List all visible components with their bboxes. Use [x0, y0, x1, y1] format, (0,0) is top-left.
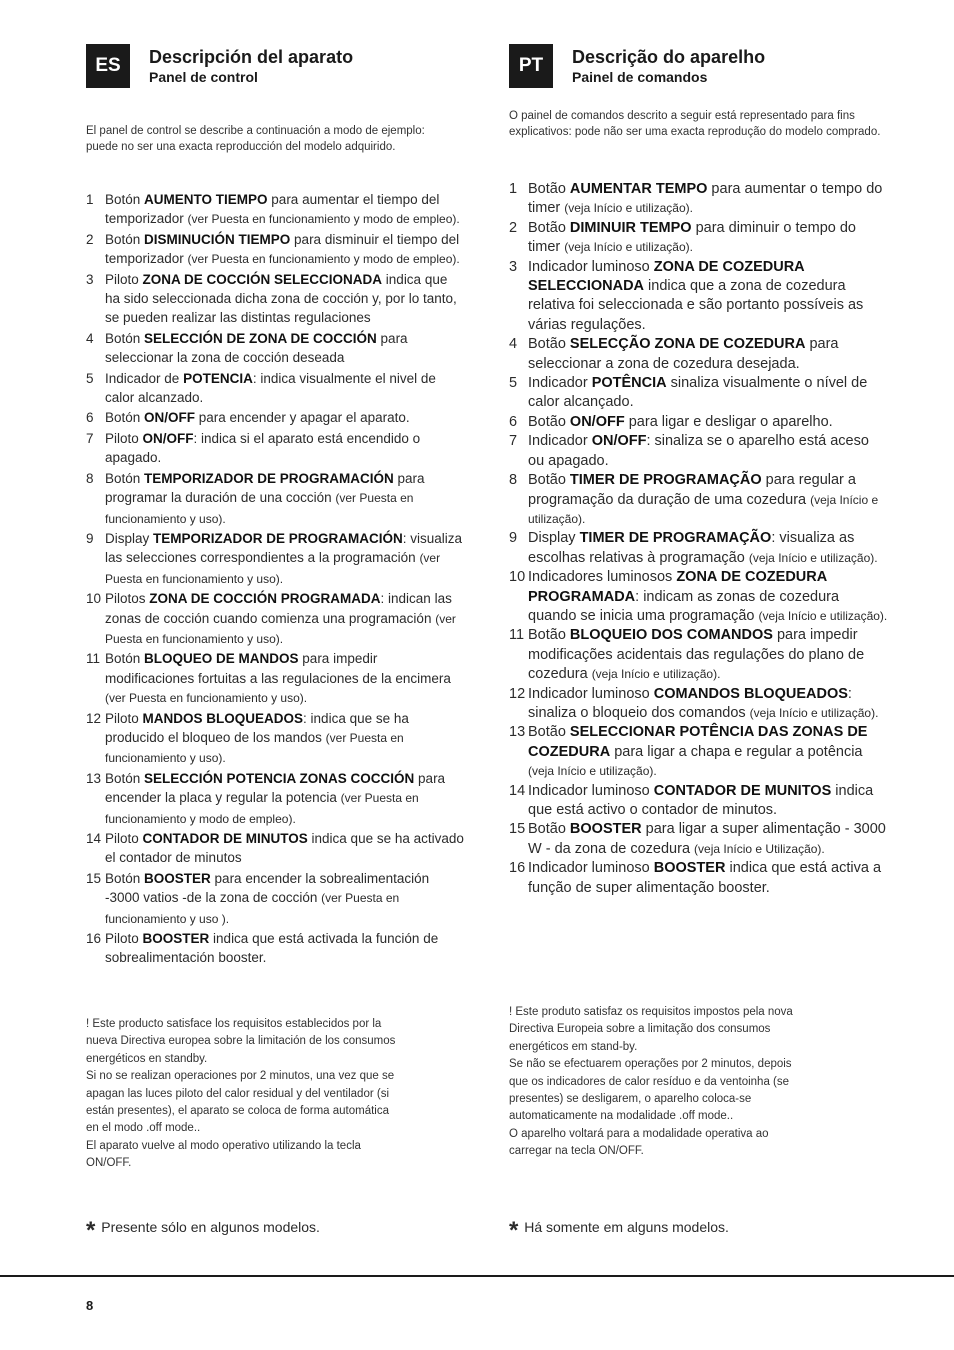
item-number: 2 — [509, 219, 518, 236]
item-prefix: Display — [105, 530, 154, 546]
item-prefix: Pilotos — [105, 591, 150, 607]
item-text — [105, 471, 425, 526]
item-description: : sinaliza o bloqueio dos comandos — [528, 685, 852, 721]
asterisk-icon: * — [86, 1217, 96, 1244]
item-control-name: POTENCIA — [183, 370, 253, 386]
item-number: 10 — [86, 591, 102, 607]
item-text — [105, 771, 445, 826]
note-paragraph: El aparato vuelve al modo operativo utilizando la tecla ON/OFF. — [86, 1139, 361, 1170]
item-control-name: ZONA DE COCCIÓN SELECCIONADA — [142, 271, 383, 287]
item-text — [528, 821, 886, 856]
item-prefix: Botão — [528, 336, 570, 353]
section-title-pt: Descrição do aparelho — [572, 47, 766, 67]
item-number: 15 — [86, 870, 102, 886]
item-number: 15 — [509, 821, 526, 838]
item-number: 16 — [86, 931, 102, 947]
language-badge-pt: PT — [509, 44, 553, 88]
item-number: 10 — [509, 569, 526, 586]
item-reference: (veja Início e utilização). — [528, 492, 879, 526]
item-control-name: SELECCIÓN POTENCIA ZONAS COCCIÓN — [144, 770, 415, 786]
list-item — [86, 369, 464, 409]
item-number: 3 — [509, 258, 518, 275]
item-prefix: Display — [528, 530, 580, 547]
item-text — [105, 591, 456, 646]
item-text — [528, 860, 881, 895]
item-control-name: ON/OFF — [569, 413, 625, 430]
item-description: para aumentar el tiempo del temporizador — [105, 192, 440, 227]
item-prefix: Botón — [105, 770, 145, 786]
item-description: para regular a programação da duração de uma cozedura — [528, 472, 856, 508]
item-number: 12 — [86, 710, 102, 726]
item-text — [105, 871, 429, 926]
item-control-name: TIMER DE PROGRAMAÇÃO — [579, 530, 772, 547]
item-reference: (ver Puesta en funcionamiento y uso). — [105, 730, 404, 766]
heading-pt — [572, 46, 765, 86]
item-reference: (ver Puesta en funcionamiento y uso). — [105, 691, 308, 706]
item-number: 6 — [86, 410, 94, 426]
item-number: 7 — [509, 433, 518, 450]
item-prefix: Botón — [105, 231, 145, 247]
list-item — [509, 432, 889, 471]
item-description: para seleccionar la zona de cocción deseada — [105, 330, 408, 366]
item-reference: (veja Início e utilização). — [564, 240, 693, 255]
item-control-name: SELECCIONAR POTÊNCIA DAS ZONAS DE COZEDURA — [528, 724, 868, 760]
item-control-name: ON/OFF — [144, 410, 196, 426]
item-prefix: Piloto — [105, 271, 143, 287]
item-control-name: BOOSTER — [144, 870, 211, 886]
list-item — [509, 413, 889, 432]
item-control-name: AUMENTO TIEMPO — [144, 192, 268, 207]
item-text — [105, 651, 451, 705]
list-item — [509, 782, 889, 821]
item-prefix: Botão — [528, 627, 570, 644]
item-control-name: AUMENTAR TEMPO — [569, 181, 708, 197]
item-control-name: ON/OFF — [142, 430, 194, 446]
list-item — [86, 929, 464, 969]
list-item — [509, 685, 889, 724]
item-prefix: Botón — [105, 870, 145, 886]
item-prefix: Botão — [528, 821, 570, 838]
item-number: 8 — [86, 470, 94, 486]
list-item — [86, 270, 464, 329]
item-number: 5 — [509, 375, 518, 392]
item-number: 8 — [509, 472, 518, 489]
item-reference: (ver Puesta en funcionamiento y uso). — [105, 611, 456, 646]
item-number: 9 — [86, 530, 94, 546]
item-description: para diminuir o tempo do timer — [528, 219, 856, 256]
item-number: 6 — [509, 413, 518, 430]
standby-note-es — [86, 1016, 396, 1173]
item-text — [528, 414, 833, 430]
item-reference: (ver Puesta en funcionamiento y modo de empleo). — [187, 252, 460, 267]
item-reference: (veja Início e utilização). — [748, 550, 878, 565]
item-description: indica que a zona de cozedura relativa foi seleccionada e são portanto possíveis as várias regulações. — [528, 278, 864, 333]
footnote-text: Há somente em alguns modelos. — [524, 1219, 729, 1235]
item-description: para ligar a chapa e regular a potência — [610, 743, 863, 760]
footnote-text: Presente sólo en algunos modelos. — [101, 1219, 320, 1235]
item-prefix: Indicador luminoso — [528, 258, 654, 275]
item-prefix: Botón — [105, 330, 145, 346]
list-item — [86, 709, 464, 769]
item-number: 11 — [86, 651, 101, 667]
item-text — [528, 530, 878, 565]
item-reference: (veja Início e utilização). — [528, 764, 657, 779]
list-item — [86, 769, 464, 829]
list-item — [509, 335, 889, 374]
page-number: 8 — [86, 1298, 94, 1313]
item-number: 12 — [509, 685, 526, 702]
item-description: para impedir modificaciones fortuitas a las regulaciones de la encimera — [105, 651, 451, 686]
item-control-name: BOOSTER — [653, 860, 726, 877]
item-text — [528, 686, 878, 721]
item-text — [105, 831, 464, 865]
item-text — [105, 371, 436, 405]
section-subtitle-pt: Painel de comandos — [572, 69, 708, 85]
item-reference: (veja Início e utilização). — [758, 608, 888, 623]
list-item — [86, 469, 464, 529]
item-description: : visualiza as escolhas relativas à programação — [528, 530, 855, 566]
item-number: 13 — [86, 770, 102, 786]
item-prefix: Botão — [528, 413, 570, 430]
item-description: para encender y apagar el aparato. — [195, 410, 410, 426]
item-number: 16 — [509, 860, 526, 877]
item-control-name: ZONA DE COZEDURA PROGRAMADA — [528, 569, 827, 605]
list-item — [86, 589, 464, 649]
item-control-name: POTÊNCIA — [591, 375, 667, 392]
item-number: 14 — [509, 782, 526, 799]
item-text — [528, 783, 873, 818]
item-text — [105, 431, 420, 465]
list-item — [86, 230, 464, 270]
item-reference: (veja Início e utilização). — [564, 201, 693, 216]
item-text — [105, 331, 408, 365]
standby-note-pt — [509, 1004, 809, 1161]
item-text — [105, 192, 460, 226]
item-control-name: SELECÇÃO ZONA DE COZEDURA — [569, 336, 806, 353]
note-paragraph: Se não se efectuarem operações por 2 minutos, depois que os indicadores de calor resíduo e da ventoinha (se presentes) se desligarem, o aparelho coloca-se automaticamente na modalidade .off mode.. — [509, 1058, 792, 1123]
footnote-es — [86, 1216, 320, 1244]
list-item — [509, 626, 889, 684]
item-prefix: Indicadores luminosos — [528, 569, 677, 586]
list-item — [509, 859, 889, 898]
item-text — [528, 472, 878, 527]
item-reference: (veja Início e utilização). — [749, 705, 879, 720]
list-item — [509, 374, 889, 413]
item-reference: (ver Puesta en funcionamiento y modo de empleo). — [105, 791, 419, 826]
item-description: indica que está activada la función de sobrealimentación booster. — [105, 931, 439, 966]
item-text — [528, 627, 864, 682]
item-description: para encender la placa y regular la potencia — [105, 770, 446, 806]
item-text — [105, 232, 460, 266]
item-control-name: TIMER DE PROGRAMAÇÃO — [569, 472, 762, 489]
section-subtitle-es: Panel de control — [149, 69, 258, 85]
item-description: para ligar a super alimentação - 3000 W - da zona de cozedura — [528, 821, 886, 857]
item-text — [105, 531, 462, 586]
item-number: 1 — [509, 181, 518, 197]
asterisk-icon: * — [509, 1217, 519, 1244]
item-control-name: COMANDOS BLOQUEADOS — [653, 685, 848, 702]
item-number: 7 — [86, 430, 94, 446]
item-reference: (ver Puesta en funcionamiento y uso). — [105, 491, 414, 526]
item-control-name: ZONA DE COZEDURA SELECCIONADA — [528, 258, 805, 295]
item-control-name: TEMPORIZADOR DE PROGRAMACIÓN — [153, 530, 403, 546]
section-title-es: Descripción del aparato — [149, 47, 354, 67]
list-item — [509, 180, 889, 219]
item-number: 4 — [86, 330, 94, 346]
item-control-name: CONTADOR DE MINUTOS — [142, 831, 308, 846]
item-description: para impedir modificações acidentais das regulações do plano de cozedura — [528, 627, 865, 683]
list-item — [86, 190, 464, 230]
item-control-name: BOOSTER — [142, 931, 210, 947]
heading-es — [149, 46, 353, 86]
item-prefix: Indicador de — [105, 370, 184, 386]
footnote-pt — [509, 1216, 729, 1244]
item-control-name: CONTADOR DE MUNITOS — [653, 782, 832, 799]
item-description: : sinaliza se o aparelho está aceso ou apagado. — [528, 433, 869, 469]
list-item — [509, 529, 889, 568]
list-item — [86, 529, 464, 589]
list-item — [86, 429, 464, 469]
item-number: 1 — [86, 192, 94, 207]
item-text — [105, 272, 457, 326]
item-text — [528, 569, 887, 624]
intro-es: El panel de control se describe a continuación a modo de ejemplo: puede no ser una exacta reproducción del modelo adquirido. — [86, 125, 425, 153]
item-control-name: BLOQUEO DE MANDOS — [144, 651, 299, 667]
item-prefix: Botão — [528, 219, 570, 236]
item-number: 2 — [86, 231, 94, 247]
item-description: sinaliza visualmente o nível de calor alcançado. — [528, 375, 868, 411]
item-number: 4 — [509, 336, 518, 353]
item-number: 13 — [509, 724, 526, 741]
note-paragraph: O aparelho voltará para a modalidade operativa ao carregar na tecla ON/OFF. — [509, 1127, 769, 1158]
item-prefix: Botão — [528, 724, 570, 741]
item-description: para programar la duración de una cocción — [105, 470, 425, 506]
item-prefix: Botón — [105, 410, 145, 426]
item-text — [528, 259, 863, 333]
item-description: para disminuir el tiempo del temporizador — [105, 231, 460, 267]
item-description: indica que se ha activado el contador de minutos — [105, 831, 464, 866]
list-item — [509, 820, 889, 859]
item-number: 3 — [86, 271, 94, 287]
item-description: para ligar e desligar o aparelho. — [624, 413, 833, 430]
item-prefix: Indicador luminoso — [528, 860, 654, 877]
item-text — [105, 931, 438, 965]
item-control-name: MANDOS BLOQUEADOS — [142, 710, 304, 726]
item-number: 5 — [86, 370, 94, 386]
item-description: : indica que se ha producido el bloqueo de los mandos — [105, 710, 409, 745]
list-item — [86, 869, 464, 929]
item-reference: (veja Início e Utilização). — [694, 841, 825, 856]
item-prefix: Piloto — [105, 430, 143, 446]
item-text — [528, 220, 856, 255]
list-item — [509, 723, 889, 781]
item-control-name: BOOSTER — [569, 821, 642, 838]
item-prefix: Indicador — [528, 433, 592, 450]
item-description: : visualiza las selecciones correspondientes a la programación — [105, 530, 463, 566]
list-item — [86, 329, 464, 369]
note-paragraph: Si no se realizan operaciones por 2 minutos, una vez que se apagan las luces piloto del calor residual y del ventilador (si están presentes), el aparato se coloca de forma automática en el modo .off mode.. — [86, 1070, 395, 1135]
item-prefix: Indicador luminoso — [528, 782, 654, 799]
item-description: para aumentar o tempo do timer — [528, 181, 883, 217]
item-text — [528, 336, 838, 371]
item-control-name: ON/OFF — [591, 433, 647, 450]
item-description: : indicam as zonas de cozedura quando se inicia uma programação — [528, 588, 840, 624]
list-item — [509, 471, 889, 529]
item-prefix: Piloto — [105, 931, 143, 947]
item-description: indica que está activa a função de super alimentação booster. — [528, 860, 882, 896]
item-prefix: Indicador luminoso — [528, 685, 654, 702]
item-control-name: TEMPORIZADOR DE PROGRAMACIÓN — [144, 470, 394, 486]
item-text — [528, 181, 882, 216]
item-prefix: Botón — [105, 470, 145, 486]
item-text — [528, 375, 867, 410]
item-control-name: ZONA DE COCCIÓN PROGRAMADA — [149, 591, 381, 607]
item-number: 14 — [86, 831, 102, 846]
item-control-name: BLOQUEIO DOS COMANDOS — [569, 627, 773, 644]
control-list-pt — [509, 180, 889, 898]
language-badge-es: ES — [86, 44, 130, 88]
list-item — [509, 219, 889, 258]
list-item — [509, 568, 889, 626]
item-text — [105, 711, 409, 766]
item-reference: (ver Puesta en funcionamiento y uso ). — [105, 891, 400, 926]
note-paragraph: ! Este produto satisfaz os requisitos impostos pela nova Directiva Europeia sobre a limitação dos consumos energéticos em stand-by. — [509, 1006, 793, 1053]
item-prefix: Piloto — [105, 831, 143, 846]
item-prefix: Botão — [528, 181, 570, 197]
item-reference: (veja Início e utilização). — [591, 667, 721, 682]
control-list-es — [86, 190, 464, 969]
item-text — [528, 433, 869, 468]
item-prefix: Piloto — [105, 710, 143, 726]
note-paragraph: ! Este producto satisface los requisitos establecidos por la nueva Directiva europea sobre la limitación de los consumos energéticos en standby. — [86, 1018, 396, 1065]
item-number: 9 — [509, 530, 518, 547]
list-item — [509, 258, 889, 336]
item-control-name: SELECCIÓN DE ZONA DE COCCIÓN — [144, 330, 377, 346]
item-reference: (ver Puesta en funcionamiento y uso). — [105, 551, 441, 586]
list-item — [86, 829, 464, 869]
item-description: : indica visualmente el nivel de calor alcanzado. — [105, 370, 436, 406]
item-control-name: DISMINUCIÓN TIEMPO — [144, 231, 291, 247]
item-prefix: Botón — [105, 651, 145, 667]
item-prefix: Botón — [105, 192, 145, 207]
item-description: para encender la sobrealimentación -3000 vatios -de la zona de cocción — [105, 870, 430, 906]
item-description: indica que ha sido seleccionada dicha zona de cocción y, por lo tanto, se pueden realizar las distintas regulaciones — [105, 271, 457, 326]
item-description: para seleccionar a zona de cozedura desejada. — [528, 336, 839, 372]
list-item — [86, 649, 464, 708]
item-description: : indican las zonas de cocción cuando comienza una programación — [105, 591, 452, 626]
item-control-name: DIMINUIR TEMPO — [569, 219, 692, 236]
footer-rule — [0, 1275, 954, 1277]
item-text — [528, 724, 867, 779]
item-description: indica que está activo o contador de minutos. — [528, 782, 874, 818]
item-text — [105, 410, 410, 425]
item-description: : indica si el aparato está encendido o apagado. — [105, 430, 421, 466]
item-reference: (ver Puesta en funcionamiento y modo de empleo). — [187, 212, 460, 227]
item-prefix: Indicador — [528, 375, 592, 392]
list-item — [86, 408, 464, 428]
item-prefix: Botão — [528, 472, 570, 489]
intro-pt: O painel de comandos descrito a seguir está representado para fins explicativos: pode não ser uma exacta reprodução do modelo comprado. — [509, 110, 881, 138]
item-number: 11 — [509, 627, 525, 644]
